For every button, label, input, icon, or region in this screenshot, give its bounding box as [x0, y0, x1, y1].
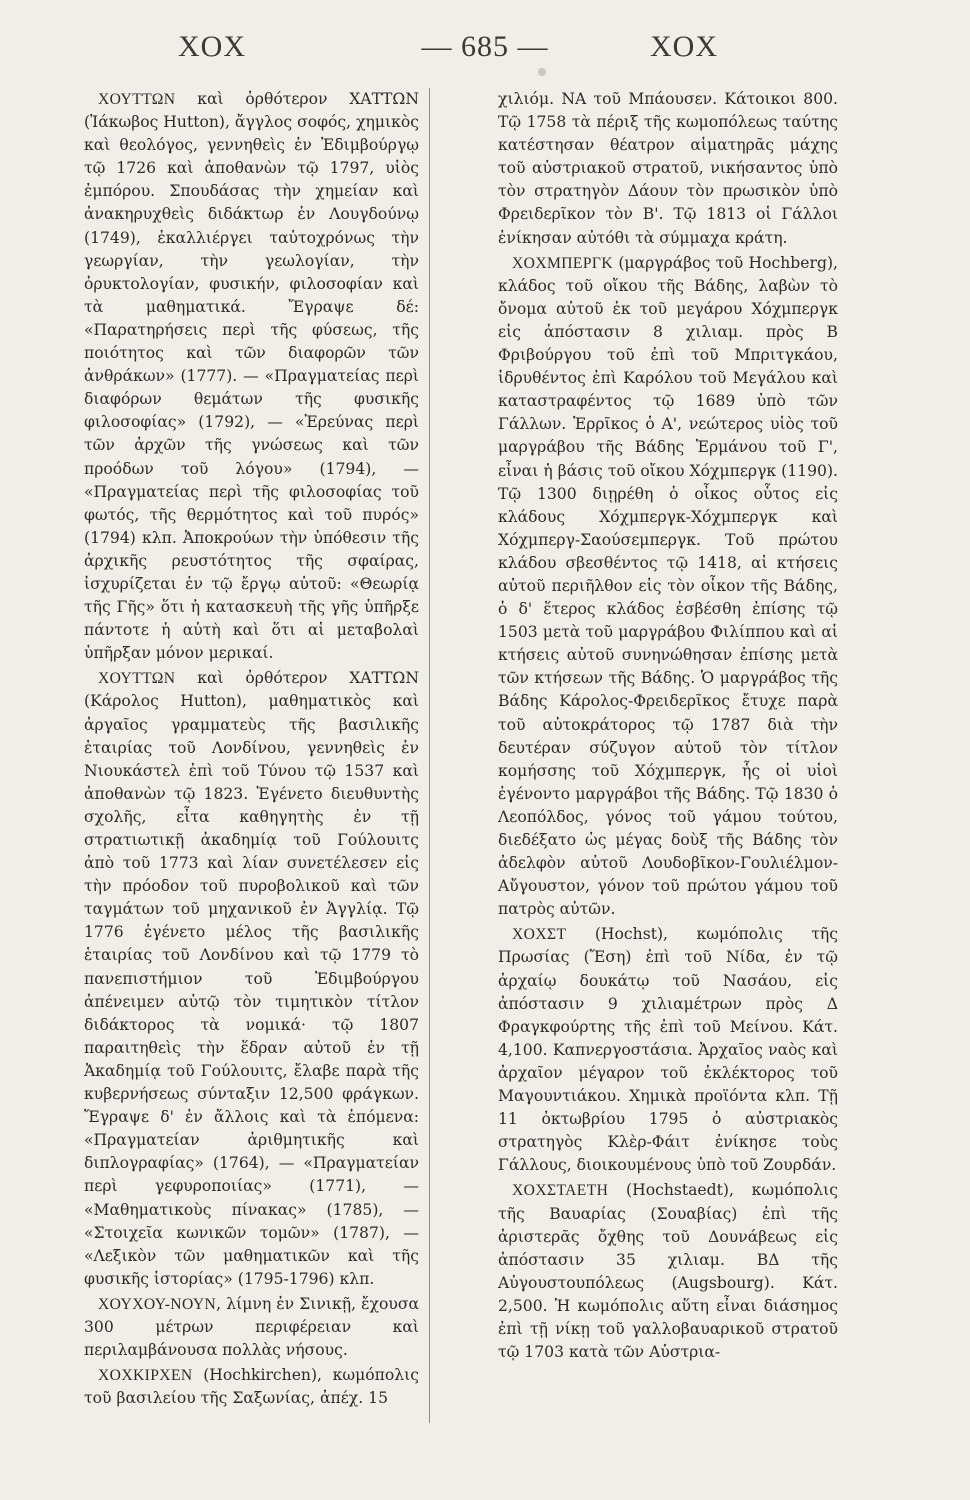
column-divider	[429, 88, 430, 1423]
entry	[84, 1364, 419, 1410]
entry	[84, 1293, 419, 1362]
entry-headword: ΧΟΧΜΠΕΡΓΚ	[512, 254, 613, 272]
page-number: — 685 —	[421, 30, 549, 63]
entry-headword: ΧΟΧΣΤ	[512, 926, 567, 944]
print-speck	[538, 68, 546, 76]
entry	[498, 252, 838, 922]
right-column	[498, 88, 838, 1366]
entry	[84, 88, 419, 665]
entry-headword: ΧΟΧΚΙΡΧΕΝ	[98, 1367, 193, 1385]
entry-text: καὶ ὀρθότερον ΧΑΤΤΩΝ (Κάρολος Hutton), μαθηματικὸς καὶ ἀργαῖος γραμματεὺς τῆς βασιλικῆς ἑταιρίας τοῦ Λονδίνου, γεννηθεὶς ἐν Νιουκάστελ ἐπὶ τοῦ Τύνου τῷ 1537 καὶ ἀποθανὼν τῷ 1823. Ἐγένετο διευθυντὴς σχολῆς, εἶτα καθηγητὴς ἐν τῇ στρατιωτικῇ ἀκαδημίᾳ τοῦ Γούλουιτς ἀπὸ τοῦ 1773 καὶ λίαν συνετέλεσεν εἰς τὴν πρόοδον τοῦ πυροβολικοῦ καὶ τῶν ταγμάτων τοῦ μηχανικοῦ ἐν Ἀγγλίᾳ. Τῷ 1776 ἐγένετο μέλος τῆς βασιλικῆς ἑταιρίας τοῦ Λονδίνου καὶ τῷ 1779 τὸ πανεπιστήμιον τοῦ Ἐδιμβούργου ἀπένειμεν αὐτῷ τὸν τιμητικὸν τίτλον διδάκτορος τὰ νομικά· τῷ 1807 παραιτηθεὶς τὴν ἕδραν αὐτοῦ ἐν τῇ Ἀκαδημίᾳ τοῦ Γούλουιτς, ἔλαβε παρὰ τῆς κυβερνήσεως σύνταξιν 12,500 φράγκων. Ἔγραψε δ' ἐν ἄλλοις καὶ τὰ ἑπόμενα: «Πραγματείαν ἀριθμητικῆς καὶ διπλογραφίας» (1764), — «Πραγματείαν περὶ γεφυροποιίας» (1771), — «Μαθηματικοὺς πίνακας» (1785), — «Στοιχεῖα κωνικῶν τομῶν» (1787), — «Λεξικὸν τῶν μαθηματικῶν καὶ τῆς φυσικῆς ἱστορίας» (1795-1796) κλπ.	[84, 669, 419, 1288]
entry-text: , λίμνη ἐν Σινικῇ, ἔχουσα 300 μέτρων περιφέρειαν καὶ περιλαμβάνουσα πολλὰς νήσους.	[84, 1294, 419, 1360]
entry-text: χιλιόμ. ΝΑ τοῦ Μπάουσεν. Κάτοικοι 800. Τῷ 1758 τὰ πέριξ τῆς κωμοπόλεως ταύτης κατέστησαν θέατρον αἱματηρᾶς μάχης τοῦ αὐστριακοῦ στρατοῦ, νικήσαντος ὑπὸ τὸν στρατηγὸν Δάουν τὸν πρωσικὸν ὑπὸ Φρειδερῖκον τὸν Β'. Τῷ 1813 οἱ Γάλλοι ἐνίκησαν αὐτόθι τὰ σύμμαχα κράτη.	[498, 90, 838, 247]
header-left-guide-word: ΧΟΧ	[178, 30, 246, 63]
entry-text: (μαργράβος τοῦ Hochberg), κλάδος τοῦ οἴκου τῆς Βάδης, λαβὼν τὸ ὄνομα αὐτοῦ ἐκ τοῦ μεγάρου Χόχμπεργκ εἰς ἀπόστασιν 8 χιλιαμ. πρὸς Β Φριβούργου τοῦ ἐπὶ τοῦ Μπριτγκάου, ἱδρυθέντος ἐπὶ Καρόλου τοῦ Μεγάλου καὶ καταστραφέντος τῷ 1689 ὑπὸ τῶν Γάλλων. Ἑρρῖκος ὁ Α', νεώτερος υἱὸς τοῦ μαργράβου τῆς Βάδης Ἑρμάνου τοῦ Γ', εἶναι ἡ βάσις τοῦ οἴκου Χόχμπεργκ (1190). Τῷ 1300 διῃρέθη ὁ οἶκος οὗτος εἰς κλάδους Χόχμπεργκ-Χόχμπεργκ καὶ Χόχμπεργ-Σαούσεμπεργκ. Τοῦ πρώτου κλάδου σβεσθέντος τῷ 1418, αἱ κτήσεις αὐτοῦ περιῆλθον εἰς τὸν οἶκον τῆς Βάδης, ὁ δ' ἕτερος κλάδος ἐσβέσθη ἐπίσης τῷ 1503 μετὰ τοῦ μαργράβου Φιλίππου καὶ αἱ κτήσεις αὐτοῦ συνηνώθησαν ἐπίσης μετὰ τῶν κτήσεων τῆς Βάδης. Ὁ μαργράβος τῆς Βάδης Κάρολος-Φρειδερῖκος ἔτυχε παρὰ τοῦ αὐτοκράτορος τῷ 1787 διὰ τὴν δευτέραν σύζυγον αὐτοῦ τὸν τίτλον κομήσσης τοῦ Χόχμπεργκ, ἧς οἱ υἱοὶ ἐγένοντο μαργράβοι τῆς Βάδης. Τῷ 1830 ὁ Λεοπόλδος, γόνος τοῦ γάμου τούτου, διεδέξατο ὡς μέγας δοὺξ τῆς Βάδης τὸν ἀδελφὸν αὐτοῦ Λουδοβῖκον-Γουλιέλμον-Αὔγουστον, γόνον τοῦ πρώτου γάμου τοῦ πατρὸς αὐτῶν.	[498, 253, 838, 919]
entry-text: καὶ ὀρθότερον ΧΑΤΤΩΝ (Ἰάκωβος Hutton), ἄγγλος σοφός, χημικὸς καὶ θεολόγος, γεννηθεὶς ἐν Ἐδιμβούργῳ τῷ 1726 καὶ ἀποθανὼν τῷ 1797, υἱὸς ἐμπόρου. Σπουδάσας τὴν χημείαν καὶ ἀνακηρυχθεὶς διδάκτωρ ἐν Λουγδούνῳ (1749), ἐκαλλιέργει ταὐτοχρόνως τὴν γεωργίαν, τὴν γεωλογίαν, τὴν ὀρυκτολογίαν, φυσικήν, φιλοσοφίαν καὶ τὰ μαθηματικά. Ἔγραψε δέ: «Παρατηρήσεις περὶ τῆς φύσεως, τῆς ποιότητος καὶ τῶν διαφορῶν τῶν ἀνθράκων» (1777). — «Πραγματείας περὶ διαφόρων θεμάτων τῆς φυσικῆς φιλοσοφίας» (1792), — «Ἐρεύνας περὶ τῶν ἀρχῶν τῆς γνώσεως καὶ τῶν προόδων τοῦ λόγου» (1794), — «Πραγματείας περὶ τῆς φιλοσοφίας τοῦ φωτός, τῆς θερμότητος καὶ τοῦ πυρός» (1794) κλπ. Ἀποκρούων τὴν ὑπόθεσιν τῆς ἀρχικῆς ρευστότητος τῆς σφαίρας, ἰσχυρίζεται ἐν τῷ ἔργῳ αὐτοῦ: «Θεωρίᾳ τῆς Γῆς» ὅτι ἡ κατασκευὴ τῆς γῆς ὑπῆρξε πάντοτε ἡ αὐτὴ καὶ ὅτι αἱ μεταβολαὶ ὑπῆρξαν μόνον μερικαί.	[84, 90, 419, 663]
entry-headword: ΧΟΥΧΟΥ-ΝΟΥΝ	[98, 1295, 217, 1313]
entry	[84, 667, 419, 1291]
entry	[498, 923, 838, 1177]
entry-text: (Hochst), κωμόπολις τῆς Πρωσίας (Ἔση) ἐπὶ τοῦ Νίδα, ἐν τῷ ἀρχαίῳ δουκάτῳ τοῦ Νασάου, εἰς ἀπόστασιν 9 χιλιαμέτρων πρὸς Δ Φραγκφούρτης τῆς ἐπὶ τοῦ Μείνου. Κάτ. 4,100. Καπνεργοστάσια. Ἀρχαῖος ναὸς καὶ ἀρχαῖον μέγαρον τοῦ ἐκλέκτορος τοῦ Μαγουντιάκου. Χημικὰ προϊόντα κλπ. Τῇ 11 ὀκτωβρίου 1795 ὁ αὐστριακὸς στρατηγὸς Κλὲρ-Φάιτ ἐνίκησε τοὺς Γάλλους, διοικουμένους ὑπὸ τοῦ Ζουρδάν.	[498, 925, 838, 1175]
entry-headword: ΧΟΧΣΤΑΕΤΗ	[512, 1182, 609, 1200]
entry-headword: ΧΟΥΤΤΩΝ	[98, 91, 176, 108]
entry-text: (Hochstaedt), κωμόπολις τῆς Βαυαρίας (Σουαβίας) ἐπὶ τῆς ἀριστερᾶς ὄχθης τοῦ Δουνάβεως εἰς ἀπόστασιν 35 χιλιαμ. ΒΔ τῆς Αὐγουστουπόλεως (Augsbourg). Κάτ. 2,500. Ἡ κωμόπολις αὕτη εἶναι διάσημος ἐπὶ τῇ νίκῃ τοῦ γαλλοβαυαρικοῦ στρατοῦ τῷ 1703 κατὰ τῶν Αὐστρια-	[498, 1181, 838, 1362]
entry	[498, 1179, 838, 1364]
entry-continuation	[498, 88, 838, 250]
entry-text: (Hochkirchen), κωμόπολις τοῦ βασιλείου τῆς Σαξωνίας, ἀπέχ. 15	[84, 1366, 419, 1408]
header-right-guide-word: ΧΟΧ	[650, 30, 718, 63]
left-column	[84, 88, 419, 1412]
running-header	[0, 30, 970, 80]
entry-headword: ΧΟΥΤΤΩΝ	[98, 670, 176, 688]
